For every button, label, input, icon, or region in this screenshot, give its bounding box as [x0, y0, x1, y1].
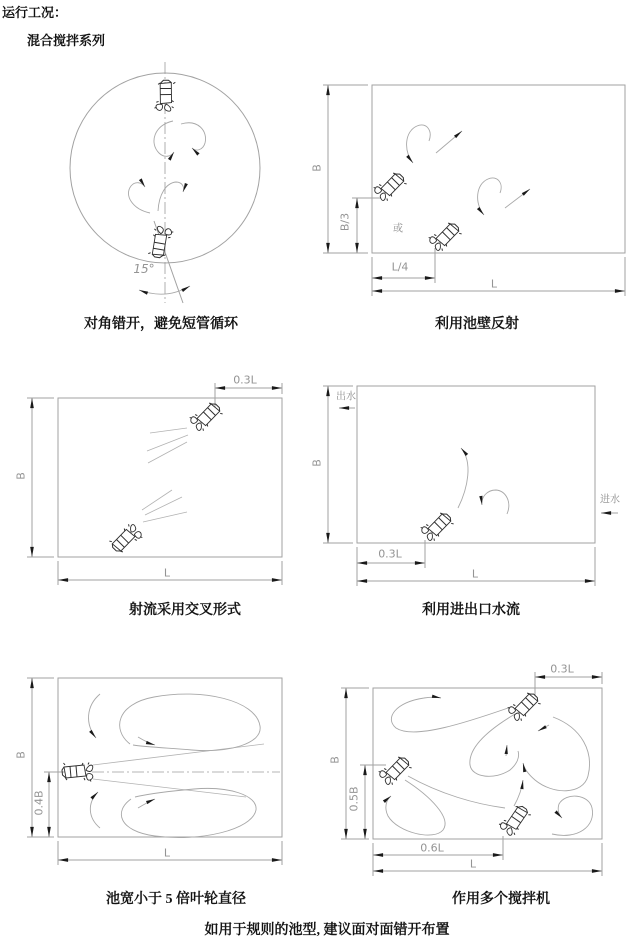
- mixer-icon: [427, 219, 463, 253]
- mixer-icon: [154, 79, 176, 111]
- circular-tank-drawing: [70, 62, 260, 303]
- caption-circular-tank: 对角错开，避免短管循环: [84, 317, 238, 332]
- inlet-label: 进水: [600, 494, 620, 506]
- multiple-mixers-drawing: [341, 672, 602, 876]
- dim-label-l: L: [163, 846, 171, 860]
- page-title: 运行工况：: [2, 5, 68, 20]
- caption-multiple-mixers: 作用多个搅拌机: [452, 892, 550, 907]
- mixer-icon: [108, 522, 144, 556]
- dim-label-l: L: [490, 277, 498, 291]
- mixer-icon: [188, 399, 224, 433]
- dim-label-03l: 0.3L: [550, 662, 574, 676]
- dim-label-l: L: [163, 566, 171, 580]
- dim-label-03l: 0.3L: [378, 547, 402, 561]
- dim-label-b: B: [310, 459, 324, 467]
- narrow-tank-drawing: [27, 678, 282, 865]
- or-label: 或: [393, 223, 403, 235]
- caption-crossing-jets: 射流采用交叉形式: [129, 603, 241, 618]
- dim-label-angle: 15°: [133, 262, 155, 276]
- dim-label-l: L: [469, 857, 477, 871]
- dim-label-06l: 0.6L: [420, 841, 444, 855]
- dim-label-l: L: [471, 567, 479, 581]
- footer-note: 如用于规则的池型, 建议面对面错开布置: [204, 923, 450, 938]
- dim-label-04b: 0.4B: [32, 790, 46, 816]
- outlet-label: 出水: [336, 391, 356, 403]
- page-subtitle: 混合搅拌系列: [27, 33, 106, 48]
- crossing-jets-drawing: [27, 383, 282, 585]
- dim-label-b: B: [14, 751, 28, 759]
- mixer-icon: [62, 763, 93, 782]
- wall-reflection-drawing: [323, 85, 625, 296]
- mixer-icon: [147, 225, 173, 260]
- mixer-icon: [498, 802, 532, 838]
- mixer-icon: [419, 509, 455, 543]
- dim-label-03l: 0.3L: [233, 373, 257, 387]
- dim-label-l-quarter: L/4: [391, 260, 409, 274]
- inlet-outlet-drawing: [323, 386, 618, 586]
- dim-label-b: B: [328, 756, 342, 764]
- dim-label-b-third: B/3: [338, 212, 352, 232]
- dim-label-05b: 0.5B: [347, 786, 361, 812]
- dim-label-b: B: [14, 472, 28, 480]
- mixer-icon: [506, 689, 542, 723]
- caption-inlet-outlet: 利用进出口水流: [422, 603, 520, 618]
- caption-narrow-tank: 池宽小于 5 倍叶轮直径: [106, 892, 246, 907]
- dim-label-b: B: [310, 164, 324, 172]
- caption-wall-reflection: 利用池壁反射: [435, 317, 519, 332]
